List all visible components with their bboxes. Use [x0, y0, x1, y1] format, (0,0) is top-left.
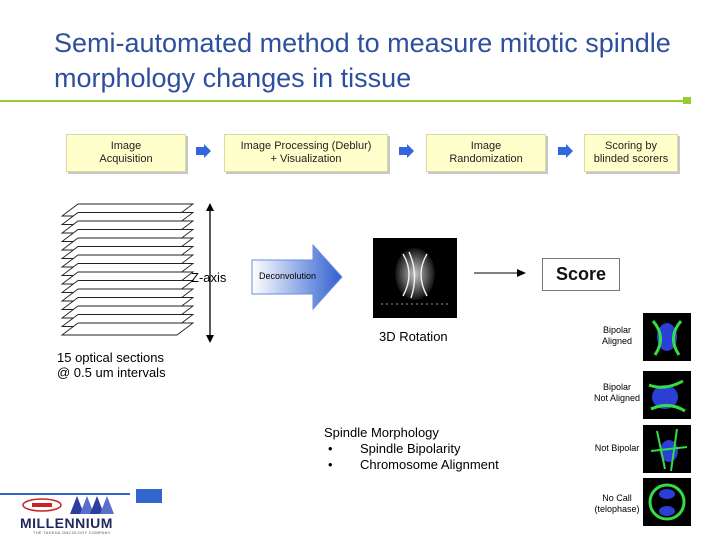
company-logo-text: MILLENNIUM: [20, 515, 113, 531]
step-image-randomization: Image Randomization: [426, 134, 546, 172]
micrograph-not-bipolar: [643, 425, 691, 473]
category-not-bipolar: Not Bipolar: [594, 443, 640, 453]
category-no-call: No Call (telophase): [594, 493, 640, 514]
step-arrow-3-icon: [558, 144, 574, 158]
slide-title: Semi-automated method to measure mitotic spindle morphology changes in tissue: [54, 28, 671, 93]
footer-divider: [0, 493, 130, 495]
step-arrow-1-icon: [196, 144, 212, 158]
category-bipolar-aligned: Bipolar Aligned: [601, 325, 633, 346]
step-image-acquisition: Image Acquisition: [66, 134, 186, 172]
morphology-heading: Spindle Morphology: [324, 425, 439, 440]
micrograph-bipolar-not-aligned: [643, 371, 691, 419]
deconvolution-label: Deconvolution: [259, 271, 317, 281]
optical-section: [62, 323, 193, 335]
micrograph-no-call: [643, 478, 691, 526]
optical-section-stack: [60, 200, 195, 340]
score-box: Score: [542, 258, 620, 291]
millennium-logo-icon: [70, 496, 116, 514]
step-scoring: Scoring by blinded scorers: [584, 134, 678, 172]
title-divider-accent: [683, 97, 691, 104]
step-arrow-2-icon: [399, 144, 415, 158]
spindle-morphology-list: [324, 425, 499, 473]
score-arrow-icon: [474, 267, 526, 279]
micrograph-bipolar-aligned: [643, 313, 691, 361]
morphology-item: • Chromosome Alignment: [328, 457, 499, 472]
company-tagline: THE TAKEDA ONCOLOGY COMPANY: [33, 530, 111, 535]
step-image-processing: Image Processing (Deblur) + Visualization: [224, 134, 388, 172]
takeda-logo-icon: [20, 497, 64, 513]
category-bipolar-not-aligned: Bipolar Not Aligned: [593, 382, 641, 403]
rotation-label: 3D Rotation: [379, 329, 448, 344]
spindle-3d-image: [373, 238, 457, 318]
optical-sections-label: 15 optical sections @ 0.5 um intervals: [57, 350, 166, 380]
z-axis-label: Z-axis: [191, 270, 227, 285]
title-divider: [0, 100, 683, 102]
footer-divider-accent: [136, 489, 162, 503]
morphology-item: • Spindle Bipolarity: [328, 441, 461, 456]
